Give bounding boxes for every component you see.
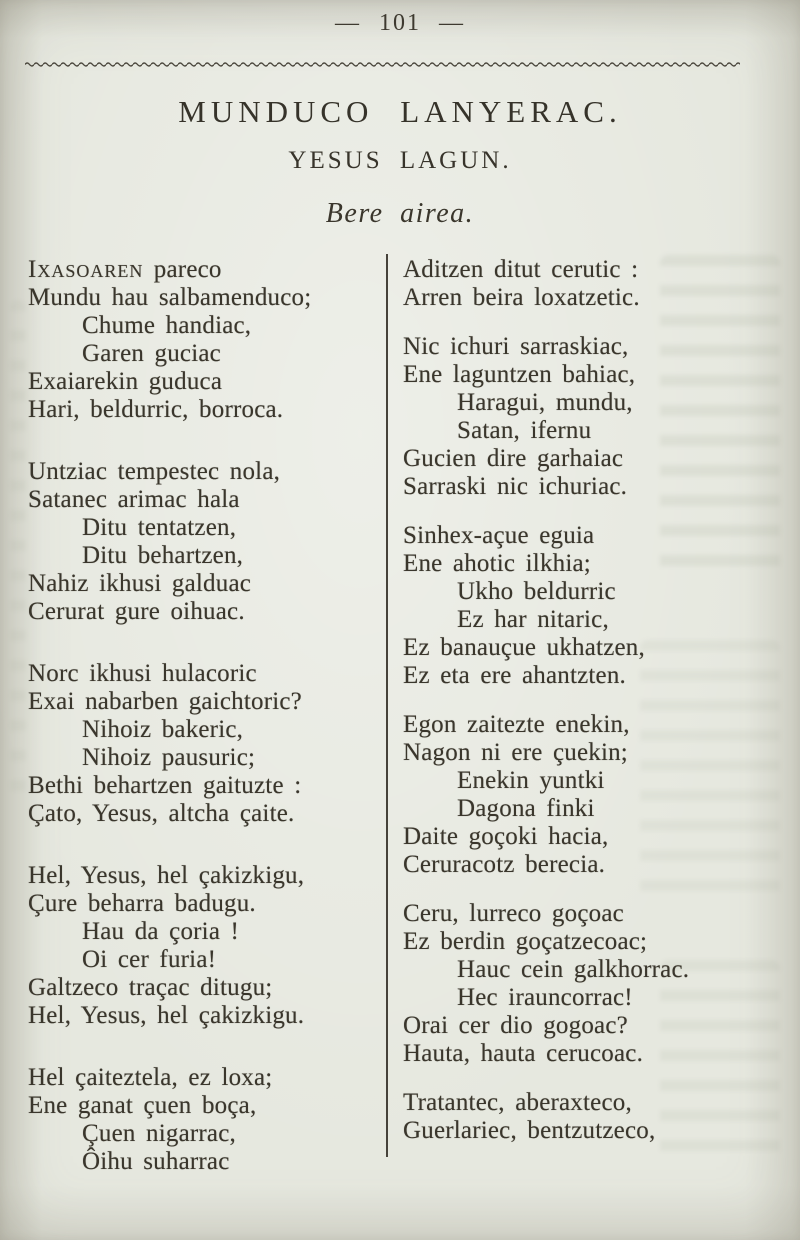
hymn-subtitle: YESUS LAGUN. (288, 147, 512, 174)
stanza (403, 256, 795, 312)
poem-line: Enekin yuntki (457, 767, 605, 794)
poem-line: Satanec arimac hala (28, 486, 240, 513)
poem-line: Tratantec, aberaxteco, (403, 1089, 632, 1116)
smallcaps-lead-word: Ixasoaren (28, 256, 144, 283)
poem-line: Nihoiz pausuric; (82, 744, 256, 771)
stanza (403, 333, 795, 501)
poem-line: Exai nabarben gaichtoric? (28, 688, 302, 715)
poem-line: Hel, Yesus, hel çakizkigu. (28, 1002, 305, 1029)
column-rule (386, 254, 388, 1157)
stanza (403, 900, 795, 1068)
poem-line: Guerlariec, bentzutzeco, (403, 1117, 656, 1144)
poem-line: Nihoiz bakeric, (82, 716, 244, 743)
wavy-divider (25, 56, 740, 65)
poem-line: Hel, Yesus, hel çakizkigu, (28, 862, 305, 889)
poem-line: Aditzen ditut cerutic : (403, 256, 639, 283)
poem-line: Ditu behartzen, (82, 542, 244, 569)
poem-line: Arren beira loxatzetic. (403, 284, 640, 311)
poem-line: Satan, ifernu (457, 417, 592, 444)
stanza (403, 711, 795, 879)
poem-line: Exaiarekin guduca (28, 368, 223, 395)
poem-line: Ez eta ere ahantzten. (403, 662, 626, 689)
air-note: Bere airea. (325, 198, 475, 229)
poem-line: Norc ikhusi hulacoric (28, 660, 257, 687)
poem-line: Hari, beldurric, borroca. (28, 396, 284, 423)
poem-line: Dagona finki (457, 795, 595, 822)
poem-line: Nagon ni ere çuekin; (403, 739, 628, 766)
left-column (28, 256, 380, 1210)
poem-line: Ceruracotz berecia. (403, 851, 606, 878)
poem-line: Untziac tempestec nola, (28, 458, 281, 485)
poem-line: Çuen nigarrac, (82, 1120, 236, 1147)
poem-line: Ceru, lurreco goçoac (403, 900, 624, 927)
stanza (28, 862, 380, 1030)
poem-line: Galtzeco traçac ditugu; (28, 974, 273, 1001)
poem-line: Çato, Yesus, altcha çaite. (28, 800, 295, 827)
poem-line: Egon zaitezte enekin, (403, 711, 630, 738)
poem-line: Daite goçoki hacia, (403, 823, 609, 850)
poem-line: Ene laguntzen bahiac, (403, 361, 636, 388)
poem-line: Hau da çoria ! (82, 918, 240, 945)
stanza (28, 1064, 380, 1176)
poem-line: Ditu tentatzen, (82, 514, 237, 541)
stanza (28, 458, 380, 626)
page-number: — 101 — (335, 10, 465, 36)
poem-line: Orai cer dio gogoac? (403, 1012, 628, 1039)
poem-line: Gucien dire garhaiac (403, 445, 624, 472)
poem-line: Hel çaiteztela, ez loxa; (28, 1064, 273, 1091)
poem-line: Nic ichuri sarraskiac, (403, 333, 629, 360)
poem-line: Sinhex-açue eguia (403, 522, 595, 549)
poem-line: Ene ahotic ilkhia; (403, 550, 591, 577)
stanza (28, 256, 380, 424)
poem-line: Garen guciac (82, 340, 221, 367)
poem-line: Sarraski nic ichuriac. (403, 473, 628, 500)
poem-line: Ene ganat çuen boça, (28, 1092, 257, 1119)
stanza (403, 1089, 795, 1145)
poem-line: Bethi behartzen gaituzte : (28, 772, 302, 799)
poem-line: Hauc cein galkhorrac. (457, 956, 690, 983)
poem-columns (0, 252, 800, 1240)
poem-line: Hauta, hauta cerucoac. (403, 1040, 644, 1067)
poem-line: Haragui, mundu, (457, 389, 633, 416)
poem-line: Ixasoaren pareco (28, 256, 222, 283)
right-column (403, 256, 795, 1166)
poem-line: Chume handiac, (82, 312, 252, 339)
poem-line: Oi cer furia! (82, 946, 217, 973)
poem-line: Ez banauçue ukhatzen, (403, 634, 645, 661)
poem-line: Ez har nitaric, (457, 606, 609, 633)
stanza (403, 522, 795, 690)
hymn-title: MUNDUCO LANYERAC. (178, 94, 622, 129)
poem-line: Çure beharra badugu. (28, 890, 256, 917)
poem-line: Ez berdin goçatzecoac; (403, 928, 648, 955)
stanza (28, 660, 380, 828)
poem-line: Nahiz ikhusi galduac (28, 570, 252, 597)
poem-line: Mundu hau salbamenduco; (28, 284, 312, 311)
poem-line: Ukho beldurric (457, 578, 616, 605)
poem-line: Hec irauncorrac! (457, 984, 633, 1011)
poem-line: Cerurat gure oihuac. (28, 598, 245, 625)
poem-line: Ôihu suharrac (82, 1148, 230, 1175)
